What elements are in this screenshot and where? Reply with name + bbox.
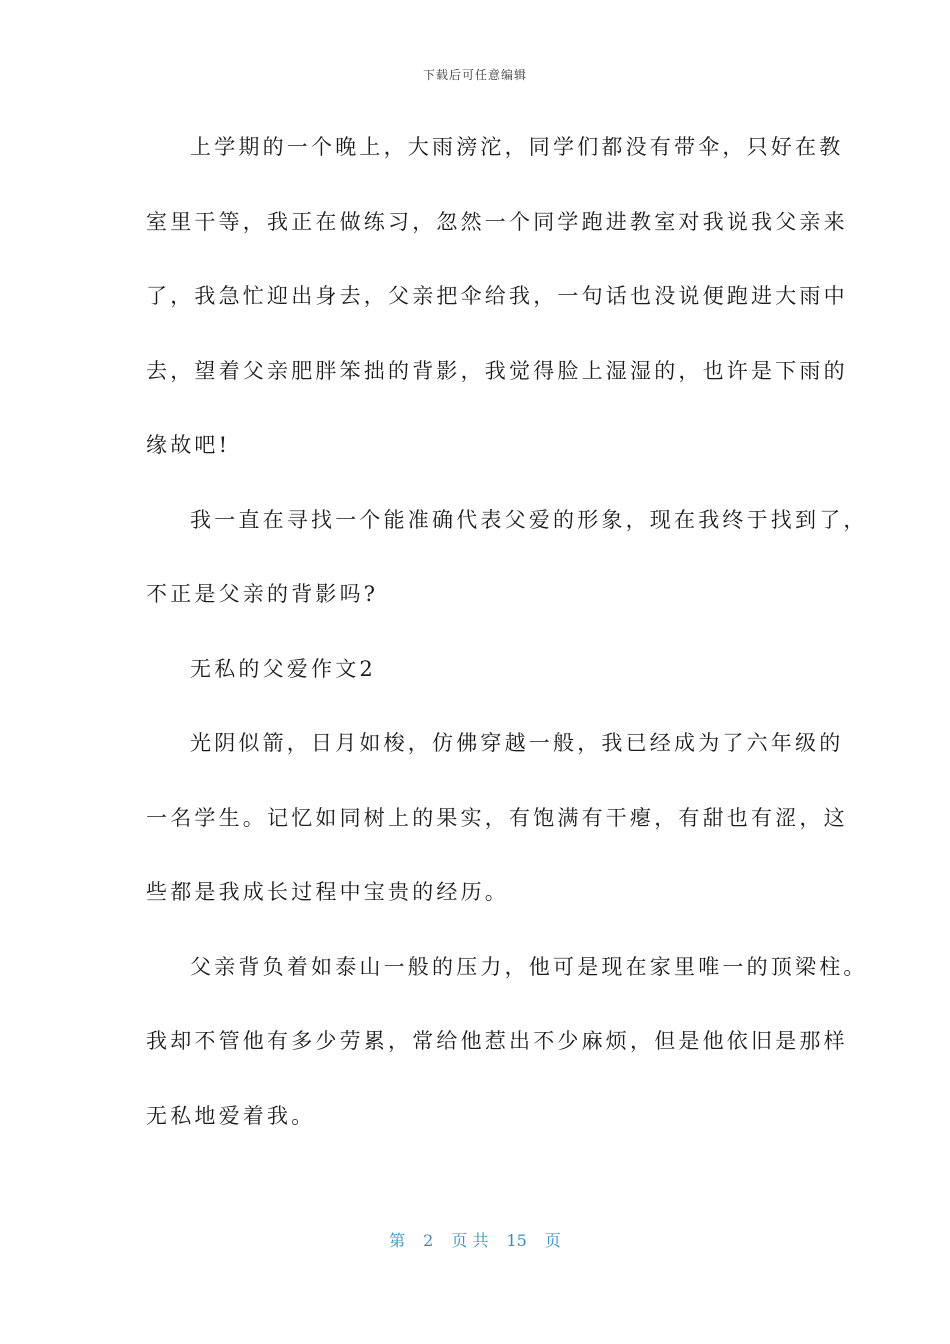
text-line: 我却不管他有多少劳累，常给他惹出不少麻烦，但是他依旧是那样: [146, 1029, 848, 1053]
text-line: 些都是我成长过程中宝贵的经历。: [146, 880, 509, 904]
page-number-footer: [0, 1228, 950, 1251]
document-body: [146, 127, 868, 1170]
text-line: 室里干等，我正在做练习，忽然一个同学跑进教室对我说我父亲来: [146, 209, 848, 234]
footer-ye-gong: 页 共: [451, 1231, 489, 1250]
text-line: 光阴似箭，日月如梭，仿佛穿越一般，我已经成为了六年级的: [190, 731, 844, 755]
text-line: 一名学生。记忆如同树上的果实，有饱满有干瘪，有甜也有涩，这: [146, 805, 848, 830]
text-line: 不正是父亲的背影吗?: [146, 582, 379, 606]
text-line: 缘故吧!: [146, 433, 231, 457]
footer-current-page: 2: [423, 1231, 434, 1250]
text-line: 了，我急忙迎出身去，父亲把伞给我，一句话也没说便跑进大雨中: [146, 284, 848, 308]
text-line: 去，望着父亲肥胖笨拙的背影，我觉得脸上湿湿的，也许是下雨的: [146, 358, 848, 383]
footer-total-pages: 15: [506, 1231, 527, 1250]
text-line: 无私地爱着我。: [146, 1103, 316, 1128]
footer-ye: 页: [544, 1231, 561, 1250]
download-note: 下载后可任意编辑: [422, 68, 527, 82]
footer-di: 第: [389, 1231, 406, 1250]
text-line: 我一直在寻找一个能准确代表父爱的形象，现在我终于找到了，: [190, 507, 868, 532]
text-line: 上学期的一个晚上，大雨滂沱，同学们都没有带伞，只好在教: [190, 135, 844, 159]
section-heading: 无私的父爱作文2: [190, 656, 376, 681]
text-line: 父亲背负着如泰山一般的压力，他可是现在家里唯一的顶梁柱。: [190, 954, 868, 979]
